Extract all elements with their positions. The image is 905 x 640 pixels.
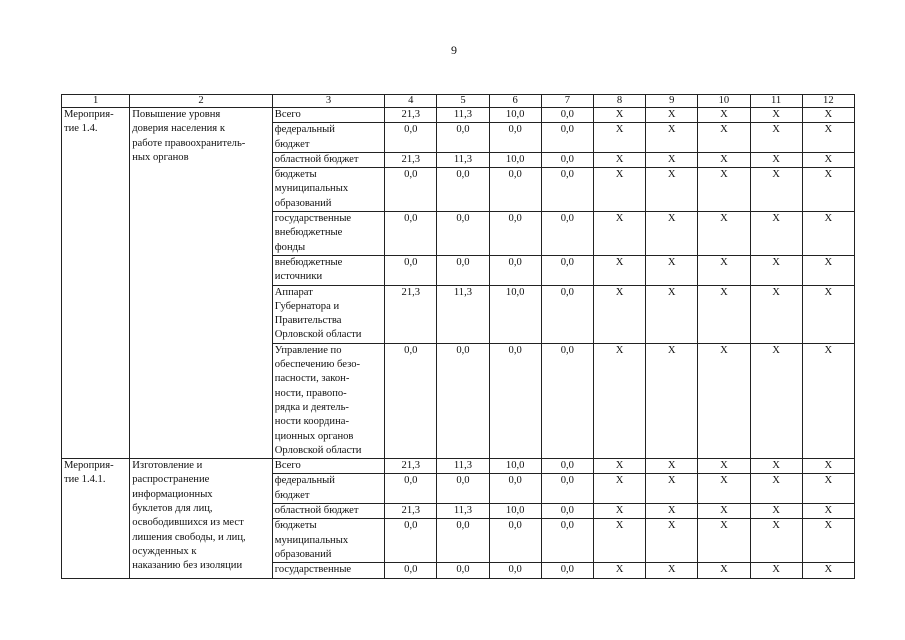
value-cell: 0,0 bbox=[541, 459, 593, 474]
table-row bbox=[62, 459, 855, 474]
value-cell: X bbox=[593, 168, 645, 212]
value-cell: 0,0 bbox=[541, 255, 593, 285]
funding-source: Управление по обеспечению безо- пасности, закон- ности, правопо- рядка и деятель- ности координа- ционных органов Орловской области bbox=[272, 343, 384, 458]
value-cell: 10,0 bbox=[489, 152, 541, 167]
value-cell: X bbox=[750, 343, 802, 458]
value-cell: 21,3 bbox=[385, 285, 437, 343]
value-cell: X bbox=[646, 343, 698, 458]
value-cell: X bbox=[750, 108, 802, 123]
value-cell: X bbox=[802, 343, 854, 458]
value-cell: 0,0 bbox=[385, 519, 437, 563]
funding-source: государственные внебюджетные фонды bbox=[272, 212, 384, 256]
value-cell: X bbox=[593, 474, 645, 504]
value-cell: 0,0 bbox=[541, 168, 593, 212]
value-cell: X bbox=[646, 168, 698, 212]
value-cell: X bbox=[750, 504, 802, 519]
value-cell: 10,0 bbox=[489, 108, 541, 123]
page-number: 9 bbox=[451, 43, 457, 57]
value-cell: X bbox=[750, 563, 802, 578]
value-cell: 0,0 bbox=[489, 519, 541, 563]
value-cell: X bbox=[802, 168, 854, 212]
value-cell: 21,3 bbox=[385, 504, 437, 519]
column-header: 10 bbox=[698, 95, 750, 108]
value-cell: 0,0 bbox=[385, 168, 437, 212]
activity-code: Мероприя- тие 1.4. bbox=[62, 108, 130, 459]
funding-source: бюджеты муниципальных образований bbox=[272, 519, 384, 563]
value-cell: 0,0 bbox=[437, 474, 489, 504]
value-cell: X bbox=[698, 152, 750, 167]
activity-code: Мероприя- тие 1.4.1. bbox=[62, 459, 130, 578]
funding-source: государственные bbox=[272, 563, 384, 578]
value-cell: 11,3 bbox=[437, 108, 489, 123]
value-cell: X bbox=[646, 108, 698, 123]
value-cell: X bbox=[593, 108, 645, 123]
value-cell: 11,3 bbox=[437, 152, 489, 167]
value-cell: 0,0 bbox=[541, 212, 593, 256]
value-cell: 0,0 bbox=[489, 255, 541, 285]
value-cell: X bbox=[646, 474, 698, 504]
value-cell: X bbox=[646, 123, 698, 153]
value-cell: X bbox=[698, 285, 750, 343]
value-cell: X bbox=[646, 255, 698, 285]
value-cell: 0,0 bbox=[541, 152, 593, 167]
column-header: 11 bbox=[750, 95, 802, 108]
value-cell: X bbox=[750, 474, 802, 504]
activity-name: Повышение уровня доверия населения к работе правоохранитель- ных органов bbox=[130, 108, 273, 459]
value-cell: 0,0 bbox=[385, 123, 437, 153]
value-cell: X bbox=[802, 123, 854, 153]
budget-table bbox=[61, 94, 855, 579]
column-header: 1 bbox=[62, 95, 130, 108]
value-cell: X bbox=[646, 212, 698, 256]
value-cell: X bbox=[646, 459, 698, 474]
value-cell: X bbox=[802, 152, 854, 167]
value-cell: 0,0 bbox=[541, 123, 593, 153]
value-cell: 11,3 bbox=[437, 459, 489, 474]
value-cell: X bbox=[802, 285, 854, 343]
value-cell: 0,0 bbox=[489, 212, 541, 256]
value-cell: X bbox=[698, 563, 750, 578]
funding-source: областной бюджет bbox=[272, 152, 384, 167]
value-cell: X bbox=[646, 563, 698, 578]
column-header: 4 bbox=[385, 95, 437, 108]
value-cell: 10,0 bbox=[489, 504, 541, 519]
value-cell: 0,0 bbox=[541, 519, 593, 563]
value-cell: X bbox=[802, 459, 854, 474]
value-cell: 0,0 bbox=[541, 474, 593, 504]
value-cell: X bbox=[698, 343, 750, 458]
value-cell: 0,0 bbox=[385, 255, 437, 285]
value-cell: 0,0 bbox=[541, 563, 593, 578]
value-cell: X bbox=[646, 152, 698, 167]
value-cell: X bbox=[750, 255, 802, 285]
table-row bbox=[62, 108, 855, 123]
value-cell: X bbox=[593, 563, 645, 578]
value-cell: X bbox=[593, 212, 645, 256]
value-cell: 0,0 bbox=[541, 285, 593, 343]
value-cell: 0,0 bbox=[385, 474, 437, 504]
value-cell: 10,0 bbox=[489, 285, 541, 343]
funding-source: внебюджетные источники bbox=[272, 255, 384, 285]
funding-source: Аппарат Губернатора и Правительства Орловской области bbox=[272, 285, 384, 343]
value-cell: 0,0 bbox=[437, 123, 489, 153]
value-cell: X bbox=[593, 123, 645, 153]
funding-source: бюджеты муниципальных образований bbox=[272, 168, 384, 212]
column-header: 12 bbox=[802, 95, 854, 108]
value-cell: X bbox=[802, 108, 854, 123]
value-cell: X bbox=[750, 519, 802, 563]
value-cell: X bbox=[750, 212, 802, 256]
value-cell: X bbox=[802, 474, 854, 504]
value-cell: 0,0 bbox=[541, 108, 593, 123]
value-cell: 0,0 bbox=[489, 474, 541, 504]
value-cell: 21,3 bbox=[385, 108, 437, 123]
value-cell: X bbox=[698, 123, 750, 153]
value-cell: X bbox=[698, 459, 750, 474]
value-cell: X bbox=[646, 285, 698, 343]
value-cell: 0,0 bbox=[489, 123, 541, 153]
value-cell: X bbox=[750, 285, 802, 343]
value-cell: X bbox=[802, 212, 854, 256]
value-cell: X bbox=[698, 255, 750, 285]
value-cell: 0,0 bbox=[489, 168, 541, 212]
column-header: 3 bbox=[272, 95, 384, 108]
column-header: 8 bbox=[593, 95, 645, 108]
activity-name: Изготовление и распространение информационных буклетов для лиц, освободившихся из мест лишения свободы, и лиц, осужденных к наказанию без изоляции bbox=[130, 459, 273, 578]
header-row bbox=[62, 95, 855, 108]
value-cell: 0,0 bbox=[437, 212, 489, 256]
value-cell: X bbox=[750, 459, 802, 474]
value-cell: 10,0 bbox=[489, 459, 541, 474]
value-cell: X bbox=[802, 504, 854, 519]
value-cell: X bbox=[698, 519, 750, 563]
funding-source: Всего bbox=[272, 108, 384, 123]
value-cell: 11,3 bbox=[437, 504, 489, 519]
funding-source: Всего bbox=[272, 459, 384, 474]
value-cell: X bbox=[646, 504, 698, 519]
value-cell: X bbox=[593, 343, 645, 458]
value-cell: 0,0 bbox=[385, 563, 437, 578]
value-cell: X bbox=[698, 168, 750, 212]
value-cell: X bbox=[750, 152, 802, 167]
value-cell: 0,0 bbox=[385, 343, 437, 458]
value-cell: 0,0 bbox=[489, 343, 541, 458]
value-cell: 0,0 bbox=[489, 563, 541, 578]
value-cell: X bbox=[593, 285, 645, 343]
value-cell: X bbox=[802, 519, 854, 563]
value-cell: X bbox=[593, 504, 645, 519]
column-header: 9 bbox=[646, 95, 698, 108]
value-cell: X bbox=[646, 519, 698, 563]
value-cell: 0,0 bbox=[437, 343, 489, 458]
value-cell: X bbox=[593, 255, 645, 285]
value-cell: X bbox=[593, 152, 645, 167]
column-header: 6 bbox=[489, 95, 541, 108]
funding-source: федеральный бюджет bbox=[272, 123, 384, 153]
value-cell: 0,0 bbox=[385, 212, 437, 256]
value-cell: X bbox=[593, 459, 645, 474]
value-cell: 0,0 bbox=[541, 504, 593, 519]
value-cell: X bbox=[593, 519, 645, 563]
value-cell: 0,0 bbox=[437, 255, 489, 285]
value-cell: 0,0 bbox=[437, 168, 489, 212]
value-cell: 0,0 bbox=[437, 519, 489, 563]
value-cell: X bbox=[698, 504, 750, 519]
value-cell: X bbox=[750, 168, 802, 212]
column-header: 5 bbox=[437, 95, 489, 108]
column-header: 2 bbox=[130, 95, 273, 108]
value-cell: X bbox=[698, 108, 750, 123]
column-header: 7 bbox=[541, 95, 593, 108]
value-cell: X bbox=[802, 563, 854, 578]
value-cell: X bbox=[698, 474, 750, 504]
value-cell: 21,3 bbox=[385, 152, 437, 167]
value-cell: 11,3 bbox=[437, 285, 489, 343]
funding-source: областной бюджет bbox=[272, 504, 384, 519]
value-cell: X bbox=[750, 123, 802, 153]
value-cell: X bbox=[802, 255, 854, 285]
value-cell: 21,3 bbox=[385, 459, 437, 474]
value-cell: 0,0 bbox=[541, 343, 593, 458]
funding-source: федеральный бюджет bbox=[272, 474, 384, 504]
value-cell: 0,0 bbox=[437, 563, 489, 578]
value-cell: X bbox=[698, 212, 750, 256]
